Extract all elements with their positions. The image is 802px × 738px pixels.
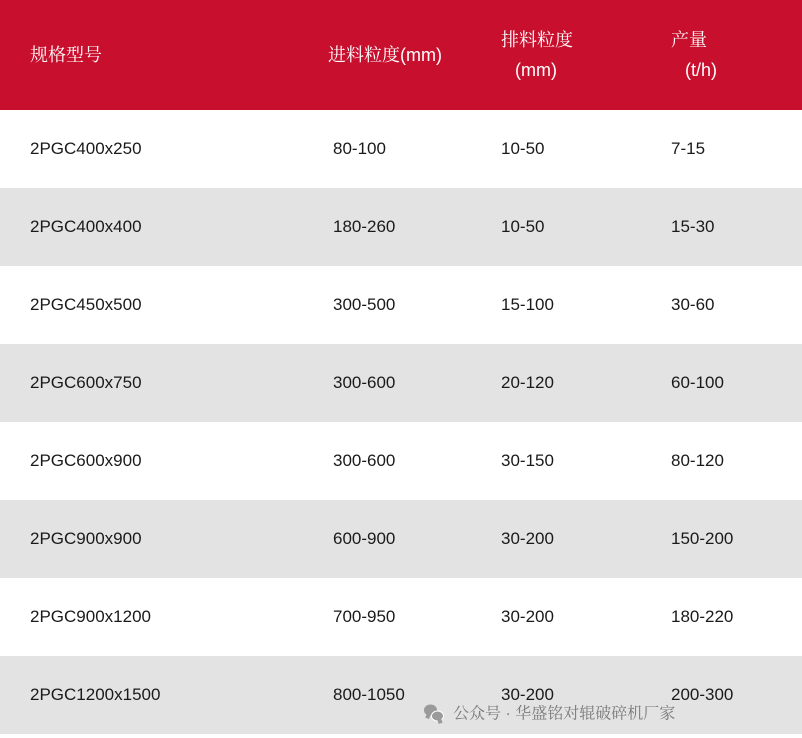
watermark-text: 公众号 · 华盛铭对辊破碎机厂家 [453,705,676,723]
cell-feed-size: 800-1050 [293,656,471,734]
cell-model: 2PGC450x500 [0,266,293,344]
watermark [424,701,675,724]
table-row [0,578,802,656]
table-body [0,110,802,734]
table-row [0,422,802,500]
column-header-model [0,0,293,110]
cell-discharge-size: 30-200 [471,500,626,578]
column-header-capacity-line1: 产量 [671,30,707,50]
cell-model: 2PGC1200x1500 [0,656,293,734]
cell-discharge-size: 30-200 [471,578,626,656]
cell-model: 2PGC900x900 [0,500,293,578]
cell-feed-size: 300-500 [293,266,471,344]
cell-feed-size: 600-900 [293,500,471,578]
cell-model: 2PGC600x900 [0,422,293,500]
table-row [0,266,802,344]
cell-discharge-size: 10-50 [471,110,626,188]
column-header-capacity-line2: (t/h) [685,60,718,80]
table-row [0,110,802,188]
cell-capacity: 150-200 [626,500,802,578]
table-row [0,344,802,422]
column-header-feed-size [293,0,471,110]
column-header-discharge-size-line2: (mm) [515,60,557,80]
table-header-row [0,0,802,110]
cell-capacity: 200-300 [626,656,802,734]
column-header-feed-size-line1: 进料粒度(mm) [328,45,442,65]
cell-feed-size: 80-100 [293,110,471,188]
cell-discharge-size: 15-100 [471,266,626,344]
table-row [0,500,802,578]
cell-model: 2PGC900x1200 [0,578,293,656]
cell-model: 2PGC400x400 [0,188,293,266]
cell-discharge-size: 10-50 [471,188,626,266]
table-header [0,0,802,110]
table-row [0,656,802,734]
cell-capacity: 60-100 [626,344,802,422]
cell-capacity: 80-120 [626,422,802,500]
table-row [0,188,802,266]
cell-model: 2PGC600x750 [0,344,293,422]
wechat-icon [424,702,444,722]
column-header-capacity [626,0,802,110]
cell-discharge-size: 30-150 [471,422,626,500]
cell-model: 2PGC400x250 [0,110,293,188]
cell-capacity: 180-220 [626,578,802,656]
cell-capacity: 7-15 [626,110,802,188]
cell-feed-size: 300-600 [293,422,471,500]
cell-discharge-size: 20-120 [471,344,626,422]
cell-feed-size: 300-600 [293,344,471,422]
cell-feed-size: 180-260 [293,188,471,266]
column-header-model-line1: 规格型号 [30,45,102,65]
column-header-discharge-size-line1: 排料粒度 [501,30,573,50]
column-header-discharge-size [471,0,626,110]
cell-capacity: 15-30 [626,188,802,266]
cell-discharge-size: 30-200 [471,656,626,734]
cell-feed-size: 700-950 [293,578,471,656]
cell-capacity: 30-60 [626,266,802,344]
